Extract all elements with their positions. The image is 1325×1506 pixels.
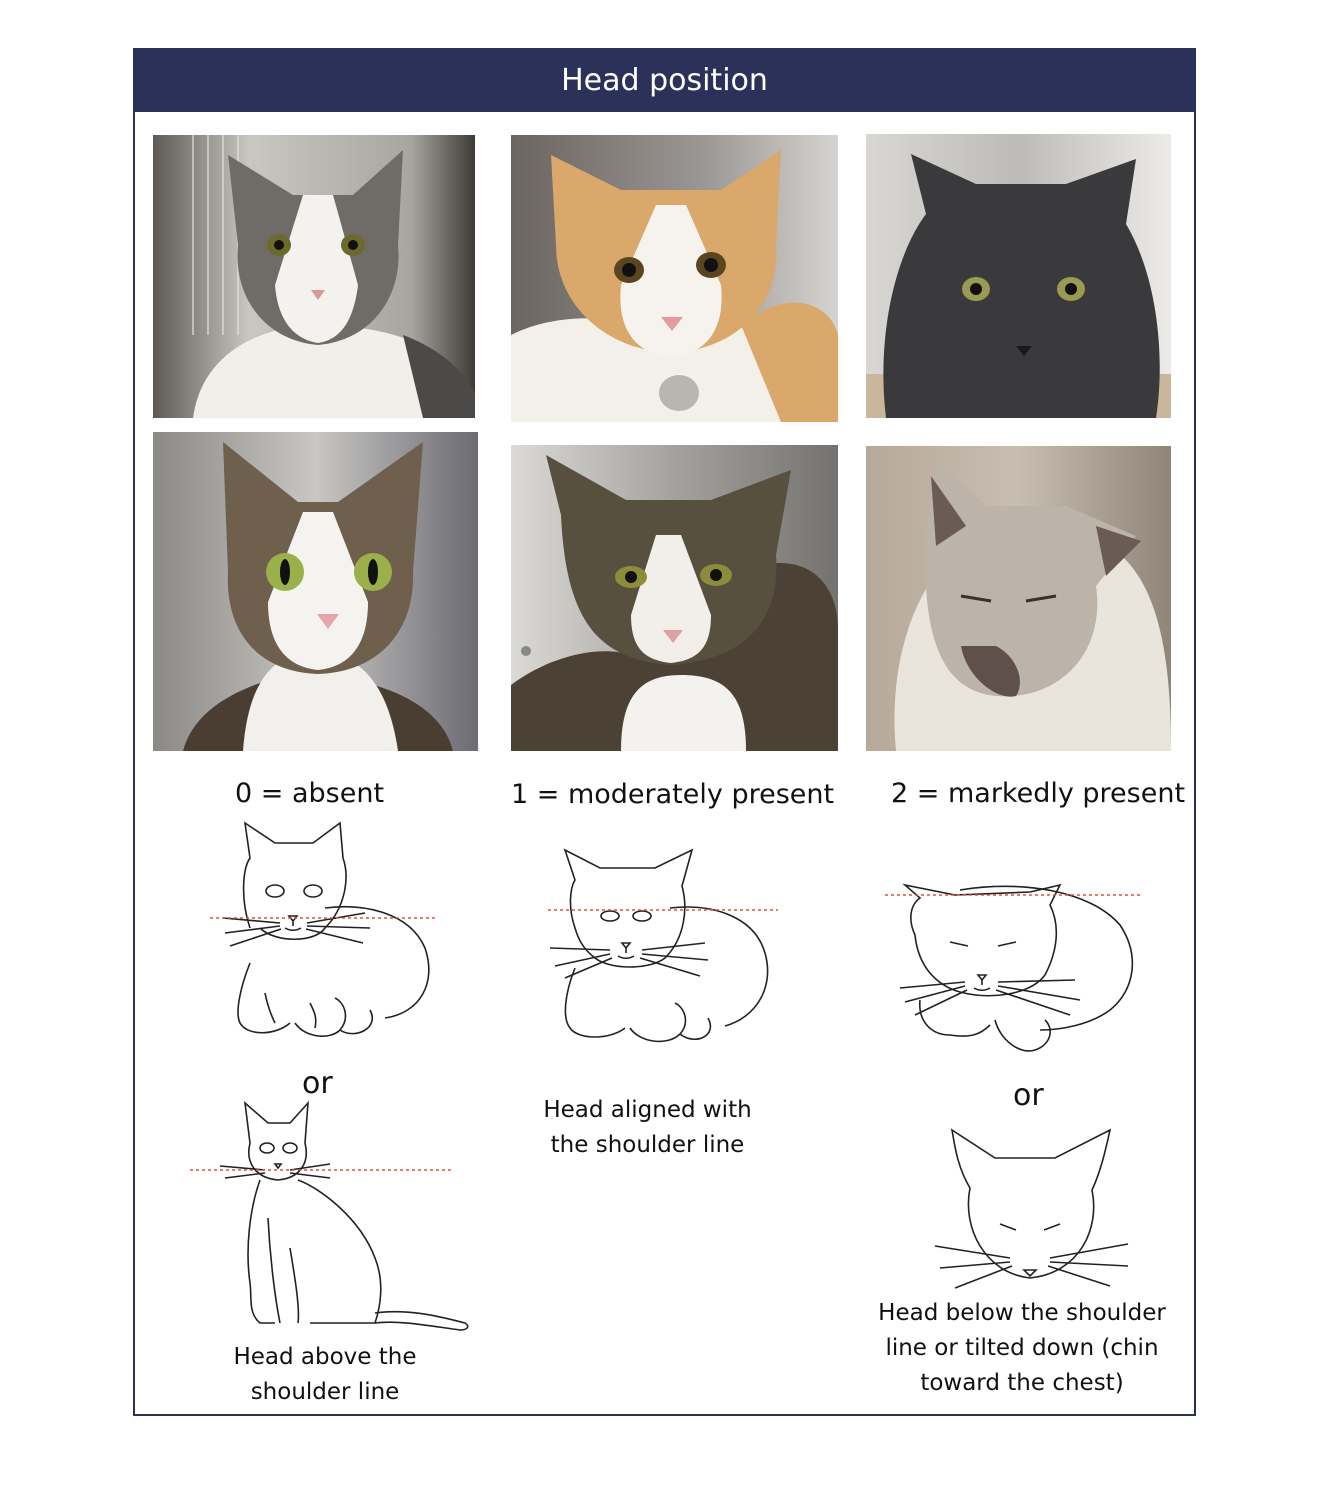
caption-col2-line3: toward the chest)	[920, 1370, 1124, 1396]
caption-col0-line1: Head above the	[233, 1344, 417, 1370]
score-label-0: 0 = absent	[235, 778, 385, 809]
sketch-lying-cat-head-aligned	[540, 848, 790, 1058]
caption-col1-line1: Head aligned with	[543, 1097, 752, 1123]
panel-title: Head position	[135, 50, 1194, 112]
score-label-2: 2 = markedly present	[891, 778, 1186, 809]
caption-col1	[515, 1093, 780, 1163]
photo-white-grey-cat	[153, 135, 475, 418]
or-label-col2: or	[1013, 1078, 1044, 1113]
sketch-cat-face-tilted-down	[930, 1128, 1135, 1288]
photo-orange-white-cat	[511, 135, 838, 422]
caption-col0	[195, 1340, 455, 1410]
caption-col1-line2: the shoulder line	[550, 1132, 745, 1158]
caption-col0-line2: shoulder line	[250, 1379, 400, 1405]
sketch-lying-cat-head-up	[205, 818, 445, 1048]
sketch-lying-cat-head-down	[880, 880, 1145, 1060]
caption-col2-line1: Head below the shoulder	[878, 1300, 1166, 1326]
score-label-1: 1 = moderately present	[511, 779, 835, 810]
sketch-sitting-cat-head-up	[190, 1098, 480, 1338]
caption-col2-line2: line or tilted down (chin	[885, 1335, 1159, 1361]
photo-siamese-cat-head-down	[866, 446, 1171, 751]
photo-tabby-white-cat-alert	[153, 432, 478, 751]
caption-col2	[862, 1296, 1182, 1401]
or-label-col0: or	[302, 1066, 333, 1101]
photo-tabby-white-cat-relaxed	[511, 445, 838, 751]
photo-black-longhair-cat	[866, 134, 1171, 418]
